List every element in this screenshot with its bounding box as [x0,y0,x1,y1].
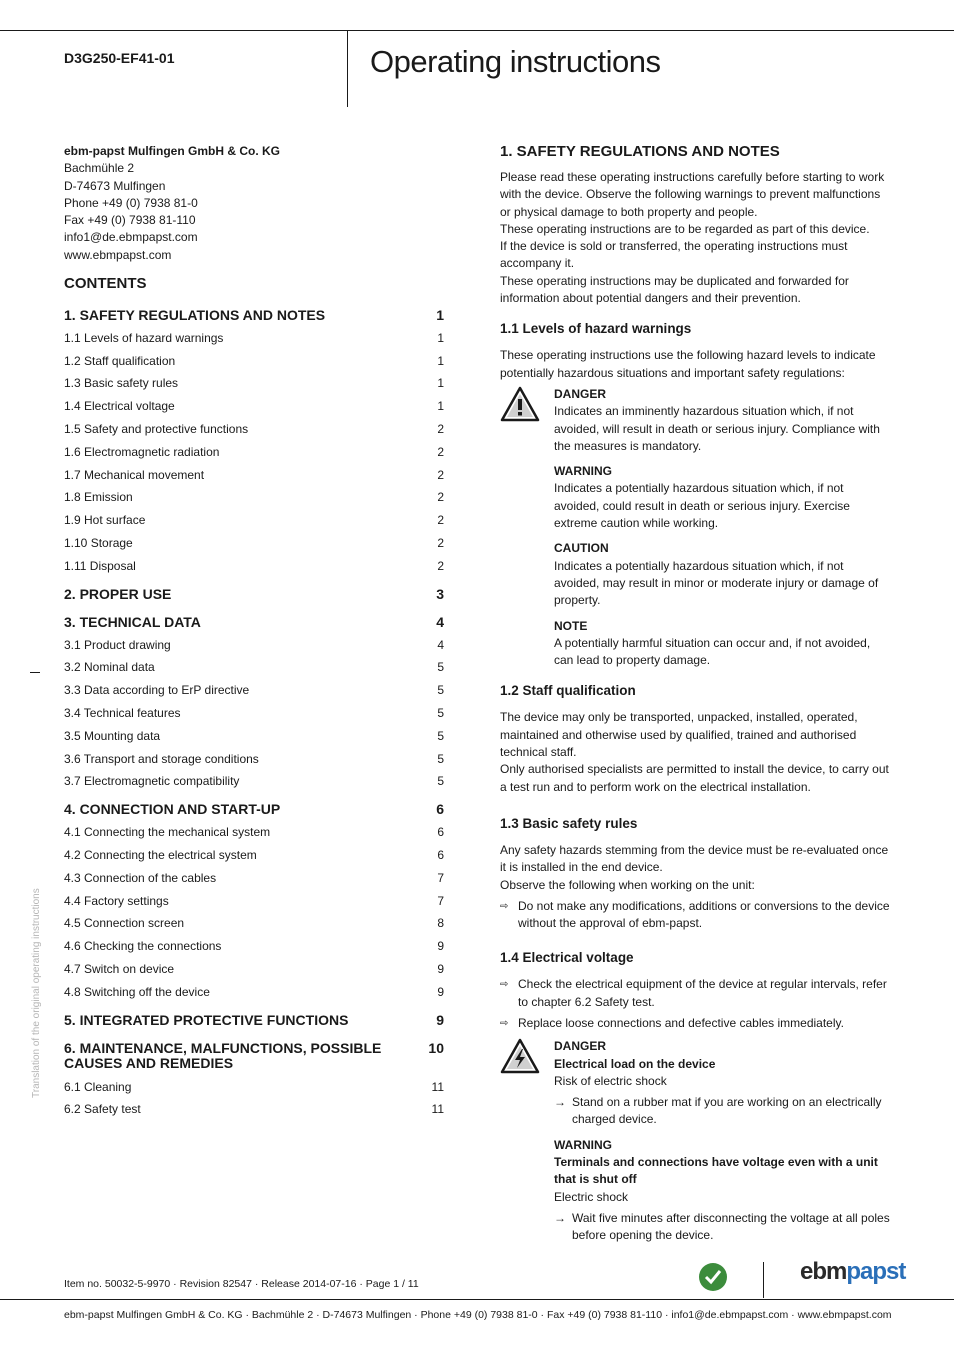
toc-subsection-entry[interactable] [64,1102,444,1116]
intro-paragraph-4: These operating instructions may be duplicated and forwarded for information about potential dangers and their prevention. [500,273,849,306]
danger-subheading: Electrical load on the device [554,1056,716,1071]
right-arrow-icon: → [554,1210,566,1225]
warning-text: Indicates a potentially hazardous situation which, if not avoided, could result in death or serious injury. Exercise extreme caution while working. [554,481,850,531]
section-1-2-heading: 1.2 Staff qualification [500,683,636,699]
toc-entry-page: 5 [437,660,444,675]
toc-section-entry[interactable] [64,587,444,601]
logo-part-ebm: ebm [800,1258,847,1285]
toc-entry-page: 6 [437,848,444,863]
toc-entry-page: 7 [437,893,444,908]
toc-entry-label: 4.4 Factory settings [64,893,169,908]
toc-subsection-entry[interactable] [64,939,444,953]
caution-label: CAUTION [554,541,609,556]
toc-entry-page: 7 [437,870,444,885]
toc-entry-page: 5 [437,683,444,698]
toc-entry-page: 9 [437,939,444,954]
toc-entry-page: 5 [437,774,444,789]
toc-entry-label: 6.2 Safety test [64,1102,141,1117]
item-info: Item no. 50032-5-9970 · Revision 82547 · Release 2014-07-16 · Page 1 / 11 [64,1278,419,1290]
toc-entry-page: 3 [436,585,444,602]
toc-entry-label: 4.7 Switch on device [64,962,175,976]
toc-entry-page: 5 [437,751,444,766]
danger-step [554,1094,892,1129]
margin-tick [30,672,40,673]
toc-entry-label: 1.9 Hot surface [64,513,146,528]
toc-entry-label: 4.8 Switching off the device [64,984,210,999]
ebmpapst-logo [800,1258,905,1286]
toc-subsection-entry[interactable] [64,354,444,368]
toc-entry-label: 4.6 Checking the connections [64,939,222,954]
model-number: D3G250-EF41-01 [64,50,175,66]
arrow-bullet-icon: ⇨ [500,979,509,991]
toc-entry-label: 3.7 Electromagnetic compatibility [64,774,240,789]
toc-subsection-entry[interactable] [64,752,444,766]
toc-subsection-entry[interactable] [64,916,444,930]
address-phone: Phone +49 (0) 7938 81-0 [64,195,198,210]
toc-entry-label: 1. SAFETY REGULATIONS AND NOTES [64,307,326,324]
section-1-4-bullet-1 [500,976,892,1011]
electric-hazard-icon [500,1038,540,1074]
section-1-4-heading: 1.4 Electrical voltage [500,950,634,966]
toc-subsection-entry[interactable] [64,399,444,413]
toc-entry-page: 11 [431,1102,444,1117]
header-divider [347,30,348,107]
toc-entry-page: 1 [437,399,444,414]
toc-entry-page: 2 [437,467,444,482]
toc-entry-page: 4 [437,637,444,652]
toc-subsection-entry[interactable] [64,376,444,390]
warning-label: WARNING [554,1137,612,1152]
top-rule [0,30,954,31]
warning-subheading: Terminals and connections have voltage even with a unit that is shut off [554,1155,878,1187]
address-web[interactable]: www.ebmpapst.com [64,247,172,262]
toc-entry-page: 1 [437,376,444,391]
footer-logo-divider [763,1262,764,1298]
toc-subsection-entry[interactable] [64,729,444,743]
left-column [64,143,454,1116]
toc-subsection-entry[interactable] [64,638,444,652]
toc-entry-page: 4 [436,613,444,630]
address-city: D-74673 Mulfingen [64,178,166,193]
toc-entry-label: 4.1 Connecting the mechanical system [64,825,271,840]
toc-entry-page: 6 [437,825,444,840]
warning-triangle-icon [500,386,540,422]
toc-entry-label: 1.7 Mechanical movement [64,467,205,482]
toc-entry-label: 3.5 Mounting data [64,728,161,743]
toc-entry-label: 1.2 Staff qualification [64,353,176,368]
toc-entry-page: 11 [431,1079,444,1094]
bullet-text: Check the electrical equipment of the device at regular intervals, refer to chapter 6.2 Safety test. [518,977,887,1009]
toc-entry-page: 10 [428,1039,444,1056]
toc-section-entry[interactable] [64,1013,444,1027]
toc-entry-label: 4.2 Connecting the electrical system [64,848,257,863]
toc-entry-page: 6 [436,801,444,818]
address-block [64,143,454,264]
intro-paragraph-3: If the device is sold or transferred, the operating instructions must accompany it. [500,239,848,271]
toc-entry-label: 1.3 Basic safety rules [64,376,179,391]
toc-subsection-entry[interactable] [64,1080,444,1094]
danger-text: Indicates an imminently hazardous situation which, if not avoided, will result in death or serious injury. Compliance with the measures is mandatory. [554,404,880,453]
toc-entry-label: 5. INTEGRATED PROTECTIVE FUNCTIONS [64,1011,349,1028]
arrow-bullet-icon: ⇨ [500,1017,509,1029]
toc-subsection-entry[interactable] [64,559,444,573]
section-1-3-bullet [500,898,892,933]
toc-entry-page: 5 [437,706,444,721]
address-email[interactable]: info1@de.ebmpapst.com [64,230,198,245]
section-1-4-bullet-2 [500,1015,892,1032]
hazard-levels-block [500,386,892,669]
toc-subsection-entry[interactable] [64,422,444,436]
toc-entry-page: 2 [437,490,444,505]
toc-entry-page: 8 [437,916,444,931]
step-text: Stand on a rubber mat if you are working on an electrically charged device. [572,1095,882,1127]
toc-entry-page: 1 [437,330,444,345]
warning-label: WARNING [554,464,612,479]
toc-subsection-entry[interactable] [64,331,444,345]
toc-subsection-entry[interactable] [64,894,444,908]
right-arrow-icon: → [554,1095,566,1110]
arrow-bullet-icon: ⇨ [500,900,509,912]
toc-entry-label: 3.4 Technical features [64,706,181,721]
toc-subsection-entry[interactable] [64,445,444,459]
toc-entry-label: 3.3 Data according to ErP directive [64,683,250,698]
page-title: Operating instructions [370,44,661,79]
toc-entry-label: 3. TECHNICAL DATA [64,613,201,630]
greentech-logo-icon [698,1262,728,1292]
section-1-heading: 1. SAFETY REGULATIONS AND NOTES [500,143,780,160]
toc-entry-page: 1 [437,353,444,368]
toc-entry-label: 2. PROPER USE [64,585,172,602]
warning-text: Electric shock [554,1189,629,1204]
toc-subsection-entry[interactable] [64,825,444,839]
toc-entry-page: 9 [437,984,444,999]
danger-label: DANGER [554,386,607,401]
toc-entry-page: 2 [437,558,444,573]
toc-entry-label: 4.3 Connection of the cables [64,870,217,885]
section-1-1-intro: These operating instructions use the following hazard levels to indicate potentially hazardous situations and important safety regulations: [500,348,876,380]
toc-subsection-entry[interactable] [64,985,444,999]
bullet-text: Do not make any modifications, additions or conversions to the device without the approval of ebm-papst. [518,898,890,931]
toc-entry-label: 3.2 Nominal data [64,660,155,675]
toc-entry-page: 5 [437,728,444,743]
toc-subsection-entry[interactable] [64,660,444,674]
toc-entry-label: 6. MAINTENANCE, MALFUNCTIONS, POSSIBLE CAUSES AND REMEDIES [64,1039,382,1071]
toc-entry-label: 3.6 Transport and storage conditions [64,751,259,766]
toc-entry-page: 2 [437,422,444,437]
toc-entry-page: 2 [437,513,444,528]
footer-rule [0,1299,954,1300]
toc-subsection-entry[interactable] [64,683,444,697]
danger-label: DANGER [554,1039,607,1054]
section-1-2-paragraph-2: Only authorised specialists are permitted to install the device, to carry out a test run and to perform work on the electrical installation. [500,762,889,794]
address-street: Bachmühle 2 [64,161,135,176]
toc-entry-label: 1.10 Storage [64,536,133,551]
footer-address: ebm-papst Mulfingen GmbH & Co. KG · Bachmühle 2 · D-74673 Mulfingen · Phone +49 (0) 7938 81-0 · Fax +49 (0) 7938 81-110 · info1@de.ebmpapst.com · www.ebmpapst.com [64,1309,892,1321]
toc-entry-label: 6.1 Cleaning [64,1079,132,1094]
table-of-contents [64,308,444,1116]
caution-text: Indicates a potentially hazardous situation which, if not avoided, may result in minor or moderate injury or damage of property. [554,558,879,608]
toc-subsection-entry[interactable] [64,774,444,788]
contents-heading: CONTENTS [64,275,147,293]
section-1-2-paragraph-1: The device may only be transported, unpacked, installed, operated, maintained and otherwise used by qualified, trained and authorised technical staff. [500,710,858,760]
intro-paragraph-2: These operating instructions are to be regarded as part of this device. [500,221,870,236]
note-label: NOTE [554,618,588,633]
toc-entry-label: 1.5 Safety and protective functions [64,422,249,437]
toc-entry-page: 9 [436,1011,444,1028]
toc-section-entry[interactable] [64,308,444,322]
section-1-3-paragraph-1: Any safety hazards stemming from the device must be re-evaluated once it is installed in the end device. [500,842,889,875]
toc-subsection-entry[interactable] [64,706,444,720]
toc-entry-label: 1.1 Levels of hazard warnings [64,330,224,345]
section-1-3-paragraph-2: Observe the following when working on the unit: [500,877,755,892]
note-text: A potentially harmful situation can occur and, if not avoided, can lead to property damage. [554,635,871,668]
section-1-1-heading: 1.1 Levels of hazard warnings [500,321,692,337]
toc-entry-page: 9 [437,962,444,976]
bullet-text: Replace loose connections and defective cables immediately. [518,1015,844,1030]
toc-section-entry[interactable] [64,802,444,816]
toc-section-entry[interactable] [64,615,444,629]
toc-entry-page: 2 [437,444,444,459]
toc-entry-label: 3.1 Product drawing [64,637,171,652]
toc-entry-label: 4. CONNECTION AND START-UP [64,801,281,818]
toc-entry-label: 1.4 Electrical voltage [64,399,175,414]
section-1-3-heading: 1.3 Basic safety rules [500,815,638,831]
toc-subsection-entry[interactable] [64,513,444,527]
address-fax: Fax +49 (0) 7938 81-110 [64,213,196,228]
toc-subsection-entry[interactable] [64,536,444,550]
toc-subsection-entry[interactable] [64,871,444,885]
toc-entry-page: 1 [436,307,444,324]
toc-subsection-entry[interactable] [64,490,444,504]
toc-section-entry[interactable] [64,1041,444,1071]
translation-note: Translation of the original operating instructions [31,888,42,1098]
toc-entry-label: 1.6 Electromagnetic radiation [64,444,220,459]
toc-subsection-entry[interactable] [64,848,444,862]
warning-step [554,1210,892,1245]
danger-text: Risk of electric shock [554,1073,667,1088]
toc-entry-label: 1.11 Disposal [64,558,136,573]
company-name: ebm-papst Mulfingen GmbH & Co. KG [64,144,280,158]
logo-part-papst: papst [846,1258,906,1285]
toc-entry-label: 4.5 Connection screen [64,916,185,931]
toc-subsection-entry[interactable] [64,962,444,976]
electrical-hazard-block [500,1038,892,1244]
toc-entry-label: 1.8 Emission [64,490,133,505]
toc-subsection-entry[interactable] [64,468,444,482]
intro-paragraph-1: Please read these operating instructions carefully before starting to work with the device. Observe the following warnings to prevent malfunctions or physical damage to both property and people. [500,170,885,219]
right-column [500,143,892,1253]
step-text: Wait five minutes after disconnecting the voltage at all poles before opening the device. [572,1210,890,1243]
toc-entry-page: 2 [437,536,444,551]
